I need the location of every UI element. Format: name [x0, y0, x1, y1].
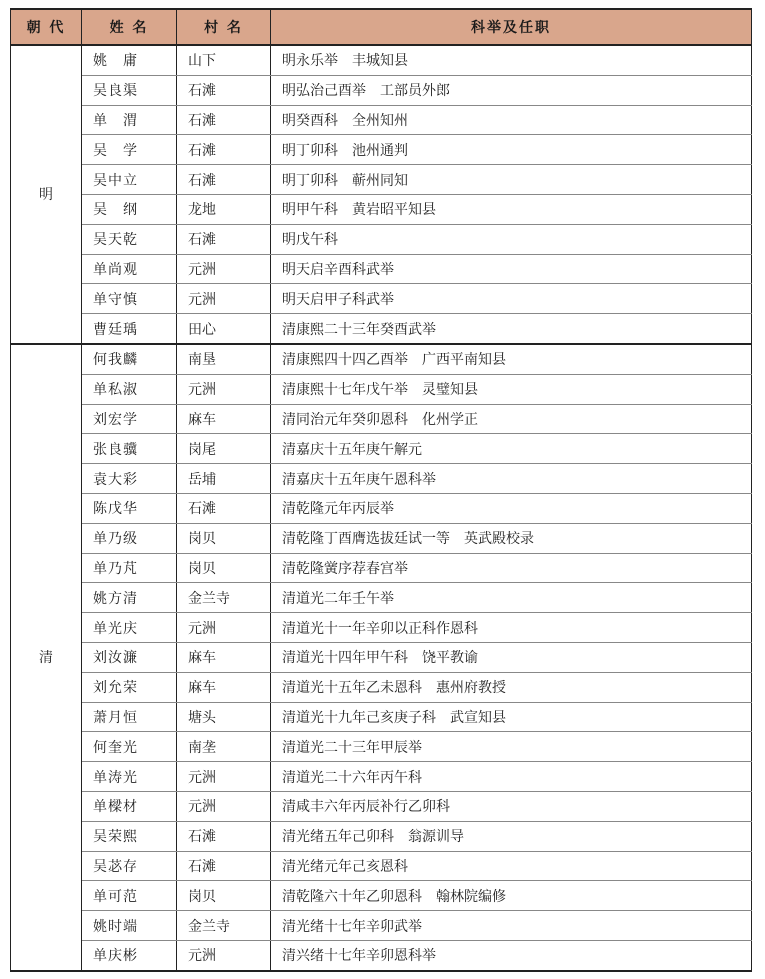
village-cell: 山下	[177, 45, 271, 75]
table-row	[11, 254, 752, 284]
exam-cell: 清道光十四年甲午科 饶平教谕	[271, 642, 752, 672]
exam-cell: 清光绪五年己卯科 翁源训导	[271, 821, 752, 851]
table-row	[11, 762, 752, 792]
juren-table-container	[10, 8, 751, 972]
table-row	[11, 851, 752, 881]
name-cell: 吴苾存	[82, 851, 177, 881]
exam-cell: 明丁卯科 池州通判	[271, 135, 752, 165]
village-cell: 石滩	[177, 224, 271, 254]
table-row	[11, 105, 752, 135]
header-exam: 科举及任职	[271, 9, 752, 45]
table-row	[11, 940, 752, 970]
table-row	[11, 464, 752, 494]
exam-cell: 清道光二十三年甲辰举	[271, 732, 752, 762]
village-cell: 石滩	[177, 135, 271, 165]
exam-cell: 清道光十一年辛卯以正科作恩科	[271, 613, 752, 643]
table-row	[11, 135, 752, 165]
exam-cell: 明丁卯科 蕲州同知	[271, 165, 752, 195]
village-cell: 石滩	[177, 165, 271, 195]
village-cell: 龙地	[177, 194, 271, 224]
name-cell: 刘汝濂	[82, 642, 177, 672]
exam-cell: 清光绪十七年辛卯武举	[271, 911, 752, 941]
table-row	[11, 194, 752, 224]
village-cell: 石滩	[177, 821, 271, 851]
village-cell: 元洲	[177, 940, 271, 970]
name-cell: 吴荣熙	[82, 821, 177, 851]
village-cell: 元洲	[177, 613, 271, 643]
table-row	[11, 344, 752, 374]
name-cell: 单涛光	[82, 762, 177, 792]
juren-table	[10, 8, 752, 972]
name-cell: 刘宏学	[82, 404, 177, 434]
table-row	[11, 314, 752, 344]
name-cell: 单光庆	[82, 613, 177, 643]
name-cell: 姚 庸	[82, 45, 177, 75]
exam-cell: 清道光十五年乙未恩科 惠州府教授	[271, 672, 752, 702]
exam-cell: 清乾隆六十年乙卯恩科 翰林院编修	[271, 881, 752, 911]
name-cell: 刘允荣	[82, 672, 177, 702]
exam-cell: 明天启甲子科武举	[271, 284, 752, 314]
village-cell: 麻车	[177, 672, 271, 702]
village-cell: 金兰寺	[177, 583, 271, 613]
name-cell: 袁大彩	[82, 464, 177, 494]
table-row	[11, 911, 752, 941]
table-row	[11, 404, 752, 434]
name-cell: 单守慎	[82, 284, 177, 314]
village-cell: 元洲	[177, 254, 271, 284]
name-cell: 单尚观	[82, 254, 177, 284]
table-body	[11, 45, 752, 971]
table-row	[11, 881, 752, 911]
village-cell: 麻车	[177, 404, 271, 434]
table-row	[11, 702, 752, 732]
table-row	[11, 165, 752, 195]
table-row	[11, 583, 752, 613]
exam-cell: 清道光二年壬午举	[271, 583, 752, 613]
village-cell: 南垄	[177, 732, 271, 762]
exam-cell: 明永乐举 丰城知县	[271, 45, 752, 75]
village-cell: 塘头	[177, 702, 271, 732]
exam-cell: 清康熙十七年戊午举 灵璧知县	[271, 374, 752, 404]
exam-cell: 清光绪元年己亥恩科	[271, 851, 752, 881]
table-row	[11, 284, 752, 314]
name-cell: 吴天乾	[82, 224, 177, 254]
name-cell: 单樑材	[82, 791, 177, 821]
table-row	[11, 75, 752, 105]
exam-cell: 清道光十九年己亥庚子科 武宣知县	[271, 702, 752, 732]
header-row	[11, 9, 752, 45]
exam-cell: 明甲午科 黄岩昭平知县	[271, 194, 752, 224]
village-cell: 元洲	[177, 791, 271, 821]
table-row	[11, 642, 752, 672]
exam-cell: 清兴绪十七年辛卯恩科举	[271, 940, 752, 970]
village-cell: 麻车	[177, 642, 271, 672]
header-dynasty: 朝 代	[11, 9, 82, 45]
table-row	[11, 821, 752, 851]
exam-cell: 明弘治己酉举 工部员外郎	[271, 75, 752, 105]
village-cell: 田心	[177, 314, 271, 344]
exam-cell: 清嘉庆十五年庚午恩科举	[271, 464, 752, 494]
exam-cell: 清咸丰六年丙辰补行乙卯科	[271, 791, 752, 821]
village-cell: 岗贝	[177, 523, 271, 553]
village-cell: 石滩	[177, 105, 271, 135]
name-cell: 何奎光	[82, 732, 177, 762]
village-cell: 元洲	[177, 762, 271, 792]
exam-cell: 明戊午科	[271, 224, 752, 254]
name-cell: 姚方清	[82, 583, 177, 613]
table-row	[11, 553, 752, 583]
name-cell: 张良骥	[82, 434, 177, 464]
table-row	[11, 523, 752, 553]
exam-cell: 清康熙二十三年癸酉武举	[271, 314, 752, 344]
table-header	[11, 9, 752, 45]
table-row	[11, 493, 752, 523]
name-cell: 单乃级	[82, 523, 177, 553]
name-cell: 曹廷瑀	[82, 314, 177, 344]
village-cell: 南垦	[177, 344, 271, 374]
table-row	[11, 374, 752, 404]
name-cell: 吴中立	[82, 165, 177, 195]
name-cell: 萧月恒	[82, 702, 177, 732]
village-cell: 元洲	[177, 284, 271, 314]
name-cell: 吴 纲	[82, 194, 177, 224]
table-row	[11, 732, 752, 762]
header-village: 村 名	[177, 9, 271, 45]
name-cell: 单可范	[82, 881, 177, 911]
village-cell: 石滩	[177, 75, 271, 105]
village-cell: 石滩	[177, 493, 271, 523]
table-row	[11, 45, 752, 75]
dynasty-cell: 清	[11, 344, 82, 971]
village-cell: 岗尾	[177, 434, 271, 464]
table-row	[11, 224, 752, 254]
exam-cell: 清道光二十六年丙午科	[271, 762, 752, 792]
table-row	[11, 613, 752, 643]
village-cell: 石滩	[177, 851, 271, 881]
exam-cell: 清乾隆元年丙辰举	[271, 493, 752, 523]
name-cell: 单私淑	[82, 374, 177, 404]
name-cell: 单乃芃	[82, 553, 177, 583]
name-cell: 陈戊华	[82, 493, 177, 523]
exam-cell: 明天启辛酉科武举	[271, 254, 752, 284]
header-name: 姓 名	[82, 9, 177, 45]
name-cell: 吴良渠	[82, 75, 177, 105]
village-cell: 金兰寺	[177, 911, 271, 941]
exam-cell: 清乾隆丁酉膺选拔廷试一等 英武殿校录	[271, 523, 752, 553]
name-cell: 吴 学	[82, 135, 177, 165]
village-cell: 岗贝	[177, 881, 271, 911]
table-row	[11, 791, 752, 821]
village-cell: 岗贝	[177, 553, 271, 583]
table-row	[11, 672, 752, 702]
name-cell: 单 渭	[82, 105, 177, 135]
village-cell: 元洲	[177, 374, 271, 404]
exam-cell: 清同治元年癸卯恩科 化州学正	[271, 404, 752, 434]
name-cell: 单庆彬	[82, 940, 177, 970]
exam-cell: 清嘉庆十五年庚午解元	[271, 434, 752, 464]
exam-cell: 清乾隆黉序荐春宫举	[271, 553, 752, 583]
exam-cell: 清康熙四十四乙酉举 广西平南知县	[271, 344, 752, 374]
village-cell: 岳埔	[177, 464, 271, 494]
table-row	[11, 434, 752, 464]
name-cell: 姚时端	[82, 911, 177, 941]
dynasty-cell: 明	[11, 45, 82, 344]
name-cell: 何我麟	[82, 344, 177, 374]
exam-cell: 明癸酉科 全州知州	[271, 105, 752, 135]
